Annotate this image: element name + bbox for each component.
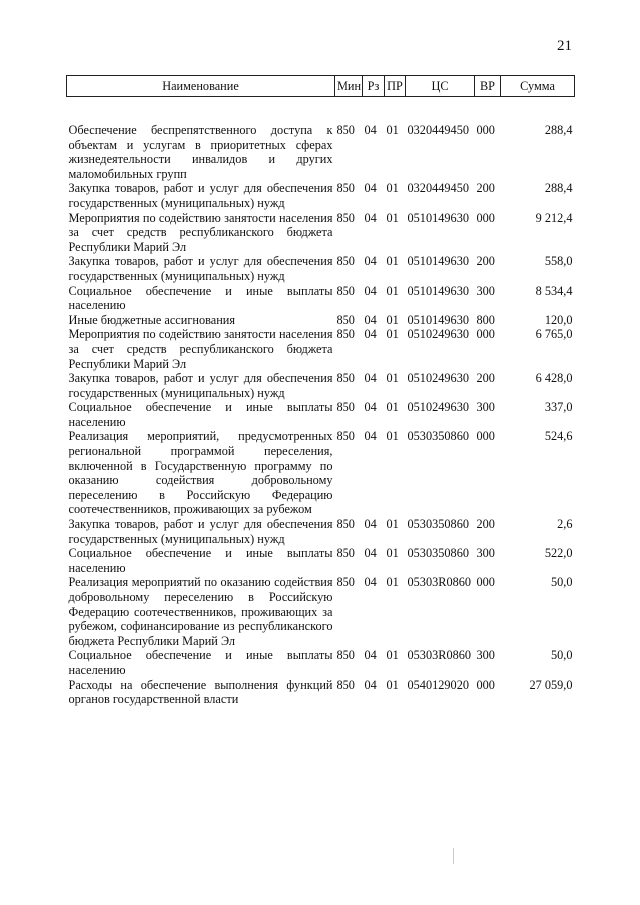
cell-sum: 27 059,0 bbox=[529, 677, 573, 692]
cell-sum: 120,0 bbox=[544, 312, 573, 327]
cell-sum: 558,0 bbox=[544, 254, 573, 269]
cell-cs: 0510149630 bbox=[407, 283, 469, 298]
cell-cs: 0530350860 bbox=[407, 546, 469, 561]
cell-rz: 04 bbox=[364, 283, 377, 298]
cell-rz: 04 bbox=[364, 546, 377, 561]
cell-pr: 01 bbox=[386, 400, 399, 415]
cell-cs: 0510149630 bbox=[407, 254, 469, 269]
cell-pr: 01 bbox=[386, 181, 399, 196]
cell-vr: 000 bbox=[476, 429, 495, 444]
cell-vr: 000 bbox=[476, 677, 495, 692]
cell-vr: 200 bbox=[476, 517, 495, 532]
table-row bbox=[67, 648, 575, 677]
cell-rz: 04 bbox=[364, 312, 377, 327]
cell-name: Реализация мероприятий, предусмотренных региональной программой переселения, включенной в Государственную программу по оказанию содействия добровольному переселению в Российскую Федерацию соотечественников, проживающих за рубежом bbox=[68, 429, 333, 517]
cell-pr: 01 bbox=[386, 517, 399, 532]
cell-cs: 05303R0860 bbox=[407, 575, 472, 590]
header-name: Наименование bbox=[67, 76, 335, 97]
header-vr: ВР bbox=[475, 76, 501, 97]
cell-cs: 0510149630 bbox=[407, 210, 469, 225]
cell-rz: 04 bbox=[364, 181, 377, 196]
table-row bbox=[67, 254, 575, 283]
table-row bbox=[67, 211, 575, 255]
cell-name: Расходы на обеспечение выполнения функций органов государственной власти bbox=[68, 677, 333, 707]
cell-min: 850 bbox=[336, 546, 355, 561]
cell-pr: 01 bbox=[386, 254, 399, 269]
cell-sum: 50,0 bbox=[550, 575, 573, 590]
cell-vr: 000 bbox=[476, 210, 495, 225]
cell-vr: 200 bbox=[476, 181, 495, 196]
cell-min: 850 bbox=[336, 123, 355, 137]
header-sum: Сумма bbox=[501, 76, 575, 97]
cell-rz: 04 bbox=[364, 517, 377, 532]
cell-sum: 337,0 bbox=[544, 400, 573, 415]
table-row bbox=[67, 575, 575, 648]
cell-sum: 2,6 bbox=[557, 517, 573, 532]
cell-min: 850 bbox=[336, 429, 355, 444]
cell-pr: 01 bbox=[386, 312, 399, 327]
header-pr: ПР bbox=[385, 76, 406, 97]
cell-sum: 9 212,4 bbox=[535, 210, 573, 225]
table-row bbox=[67, 313, 575, 328]
cell-min: 850 bbox=[336, 371, 355, 386]
cell-name: Реализация мероприятий по оказанию содействия добровольному переселению в Российскую Федерацию соотечественников, проживающих за рубежом, софинансирование из республиканского бюджета Республики Марий Эл bbox=[68, 575, 333, 648]
scan-speck bbox=[453, 848, 454, 864]
cell-rz: 04 bbox=[364, 371, 377, 386]
cell-sum: 6 428,0 bbox=[535, 371, 573, 386]
cell-cs: 0510249630 bbox=[407, 371, 469, 386]
cell-cs: 0540129020 bbox=[407, 677, 469, 692]
table-body bbox=[67, 97, 575, 707]
cell-sum: 50,0 bbox=[550, 648, 573, 663]
cell-min: 850 bbox=[336, 648, 355, 663]
cell-name: Иные бюджетные ассигнования bbox=[68, 312, 236, 327]
cell-sum: 288,4 bbox=[544, 181, 573, 196]
cell-min: 850 bbox=[336, 210, 355, 225]
table-row bbox=[67, 400, 575, 429]
table-row bbox=[67, 429, 575, 517]
cell-cs: 0320449450 bbox=[407, 123, 469, 137]
cell-cs: 05303R0860 bbox=[407, 648, 472, 663]
cell-vr: 000 bbox=[476, 327, 495, 342]
cell-rz: 04 bbox=[364, 400, 377, 415]
cell-rz: 04 bbox=[364, 429, 377, 444]
table-row bbox=[67, 97, 575, 182]
cell-pr: 01 bbox=[386, 429, 399, 444]
cell-min: 850 bbox=[336, 181, 355, 196]
cell-pr: 01 bbox=[386, 575, 399, 590]
header-min: Мин bbox=[335, 76, 363, 97]
cell-cs: 0510249630 bbox=[407, 400, 469, 415]
cell-cs: 0320449450 bbox=[407, 181, 469, 196]
table-row bbox=[67, 284, 575, 313]
cell-name: Мероприятия по содействию занятости населения за счет средств республиканского бюджета Республики Марий Эл bbox=[68, 327, 333, 371]
cell-min: 850 bbox=[336, 517, 355, 532]
cell-min: 850 bbox=[336, 400, 355, 415]
cell-cs: 0510149630 bbox=[407, 312, 469, 327]
cell-sum: 522,0 bbox=[544, 546, 573, 561]
table-row bbox=[67, 678, 575, 707]
cell-name: Социальное обеспечение и иные выплаты населению bbox=[68, 546, 333, 575]
table-row bbox=[67, 517, 575, 546]
table-header-row bbox=[67, 76, 575, 97]
cell-vr: 300 bbox=[476, 648, 495, 663]
cell-sum: 524,6 bbox=[544, 429, 573, 444]
cell-name: Закупка товаров, работ и услуг для обеспечения государственных (муниципальных) нужд bbox=[68, 254, 333, 283]
cell-name: Обеспечение беспрепятственного доступа к объектам и услугам в приоритетных сферах жизнедеятельности инвалидов и других маломобильных групп bbox=[68, 123, 333, 181]
cell-rz: 04 bbox=[364, 254, 377, 269]
cell-min: 850 bbox=[336, 327, 355, 342]
cell-rz: 04 bbox=[364, 327, 377, 342]
cell-pr: 01 bbox=[386, 546, 399, 561]
table-row bbox=[67, 371, 575, 400]
cell-name: Социальное обеспечение и иные выплаты населению bbox=[68, 283, 333, 313]
cell-sum: 6 765,0 bbox=[535, 327, 573, 342]
cell-vr: 200 bbox=[476, 371, 495, 386]
cell-sum: 288,4 bbox=[544, 123, 573, 137]
cell-min: 850 bbox=[336, 575, 355, 590]
cell-pr: 01 bbox=[386, 210, 399, 225]
cell-rz: 04 bbox=[364, 648, 377, 663]
cell-vr: 300 bbox=[476, 400, 495, 415]
cell-rz: 04 bbox=[364, 575, 377, 590]
page-number: 21 bbox=[557, 38, 572, 54]
cell-vr: 200 bbox=[476, 254, 495, 269]
cell-name: Мероприятия по содействию занятости населения за счет средств республиканского бюджета Республики Марий Эл bbox=[68, 210, 333, 254]
cell-min: 850 bbox=[336, 283, 355, 298]
cell-vr: 000 bbox=[476, 575, 495, 590]
cell-pr: 01 bbox=[386, 283, 399, 298]
cell-name: Закупка товаров, работ и услуг для обеспечения государственных (муниципальных) нужд bbox=[68, 517, 333, 546]
header-rz: Рз bbox=[363, 76, 385, 97]
cell-vr: 000 bbox=[476, 123, 495, 137]
cell-pr: 01 bbox=[386, 648, 399, 663]
table-row bbox=[67, 546, 575, 575]
header-cs: ЦС bbox=[406, 76, 475, 97]
cell-name: Закупка товаров, работ и услуг для обеспечения государственных (муниципальных) нужд bbox=[68, 371, 333, 400]
cell-rz: 04 bbox=[364, 677, 377, 692]
cell-cs: 0530350860 bbox=[407, 517, 469, 532]
cell-vr: 300 bbox=[476, 283, 495, 298]
cell-name: Социальное обеспечение и иные выплаты населению bbox=[68, 648, 333, 677]
cell-pr: 01 bbox=[386, 327, 399, 342]
cell-min: 850 bbox=[336, 254, 355, 269]
cell-vr: 300 bbox=[476, 546, 495, 561]
budget-table bbox=[66, 75, 575, 707]
cell-cs: 0510249630 bbox=[407, 327, 469, 342]
cell-cs: 0530350860 bbox=[407, 429, 469, 444]
cell-name: Социальное обеспечение и иные выплаты населению bbox=[68, 400, 333, 429]
cell-pr: 01 bbox=[386, 123, 399, 137]
cell-name: Закупка товаров, работ и услуг для обеспечения государственных (муниципальных) нужд bbox=[68, 181, 333, 210]
cell-rz: 04 bbox=[364, 210, 377, 225]
table-row bbox=[67, 327, 575, 371]
cell-pr: 01 bbox=[386, 677, 399, 692]
table-row bbox=[67, 181, 575, 210]
cell-vr: 800 bbox=[476, 312, 495, 327]
cell-min: 850 bbox=[336, 677, 355, 692]
cell-rz: 04 bbox=[364, 123, 377, 137]
cell-sum: 8 534,4 bbox=[535, 283, 573, 298]
cell-pr: 01 bbox=[386, 371, 399, 386]
cell-min: 850 bbox=[336, 312, 355, 327]
